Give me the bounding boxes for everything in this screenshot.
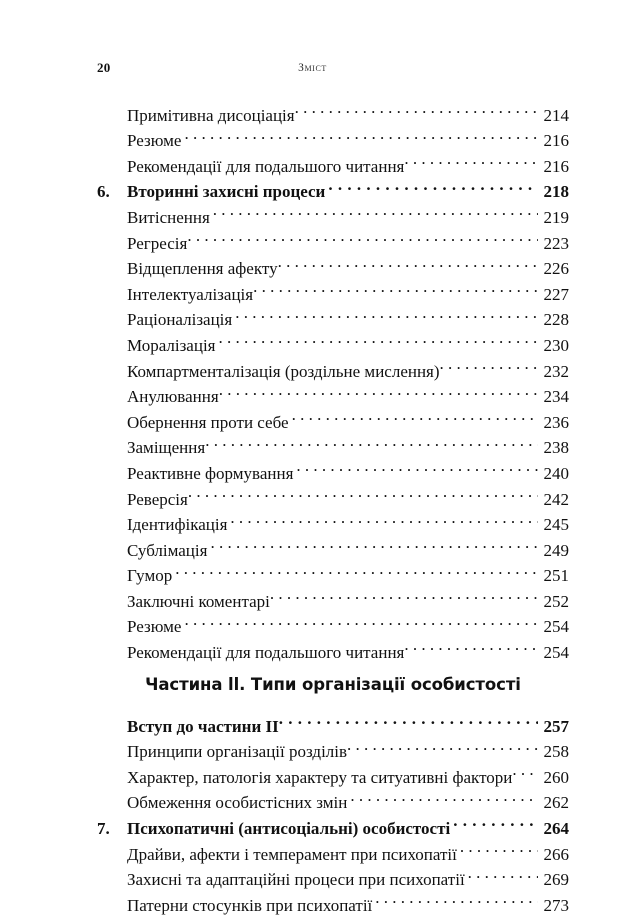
table-of-contents: [97, 95, 569, 915]
toc-entry-page-number: 254: [543, 617, 569, 637]
toc-entry-page-number: 228: [543, 310, 569, 330]
dot-leader: [175, 556, 538, 582]
dot-leader: [210, 530, 538, 556]
toc-entry-title: Моралізація: [127, 335, 216, 355]
toc-entry-page-number: 234: [543, 387, 569, 407]
toc-entry-title: Анулювання: [127, 387, 219, 407]
running-head: [0, 60, 625, 80]
toc-entry-page-number: 236: [543, 412, 569, 432]
toc-entry-page-number: 230: [543, 335, 569, 355]
dot-leader: [460, 834, 538, 860]
toc-chapter-number: 6.: [97, 182, 110, 202]
toc-entry-title: Компартменталізація (роздільне мислення): [127, 361, 440, 381]
toc-entry-title: Інтелектуалізація: [127, 284, 254, 304]
toc-entry-title: Патерни стосунків при психопатії: [127, 895, 373, 915]
dot-leader: [375, 885, 538, 911]
toc-entry-title: Реверсія: [127, 489, 188, 509]
toc-entry-page-number: 269: [543, 870, 569, 890]
toc-entry-page-number: 238: [543, 438, 569, 458]
dot-leader: [205, 428, 538, 454]
toc-entry-page-number: 219: [543, 207, 569, 227]
toc-entry-page-number: 218: [543, 182, 569, 202]
toc-entry-title: Рекомендації для подальшого читання: [127, 156, 405, 176]
toc-entry-page-number: 245: [543, 515, 569, 535]
dot-leader: [295, 95, 538, 121]
toc-entry-page-number: 226: [543, 259, 569, 279]
toc-entry-title: Вступ до частини II: [127, 716, 279, 736]
toc-entry-page-number: 242: [543, 489, 569, 509]
toc-entry-page-number: 252: [543, 591, 569, 611]
dot-leader: [440, 351, 538, 377]
toc-entry-title: Драйви, афекти і темперамент при психопатії: [127, 844, 457, 864]
dot-leader: [184, 607, 538, 633]
toc-entry-title: Захисні та адаптаційні процеси при психопатії: [127, 870, 465, 890]
toc-entry-title: Обернення проти себе: [127, 412, 289, 432]
dot-leader: [350, 783, 538, 809]
toc-entry-title: Характер, патологія характеру та ситуативні фактори: [127, 767, 513, 787]
toc-entry-title: Примітивна дисоціація: [127, 105, 295, 125]
toc-entry-title: Резюме: [127, 617, 182, 637]
toc-entry-title: Регресія: [127, 233, 188, 253]
dot-leader: [184, 121, 538, 147]
toc-entry-title: Заключні коментарі: [127, 591, 270, 611]
dot-leader: [404, 632, 538, 658]
page-number: 20: [97, 60, 111, 75]
toc-entry-page-number: 223: [543, 233, 569, 253]
part-heading: Частина ll. Типи організації особистості: [145, 675, 521, 695]
toc-entry-title: Раціоналізація: [127, 310, 233, 330]
dot-leader: [270, 581, 538, 607]
dot-leader: [296, 453, 538, 479]
toc-entry-page-number: 273: [543, 895, 569, 915]
toc-entry-page-number: 262: [543, 793, 569, 813]
toc-entry-title: Реактивне формування: [127, 463, 294, 483]
dot-leader: [253, 274, 538, 300]
toc-entry-title: Резюме: [127, 131, 182, 151]
dot-leader: [230, 505, 538, 531]
toc-entry-title: Витіснення: [127, 207, 210, 227]
toc-entry-page-number: 214: [543, 105, 569, 125]
toc-chapter-number: 7.: [97, 819, 110, 839]
toc-entry-page-number: 260: [543, 767, 569, 787]
dot-leader: [404, 146, 538, 172]
toc-entry-page-number: 266: [543, 844, 569, 864]
dot-leader: [347, 732, 538, 758]
dot-leader: [512, 757, 538, 783]
dot-leader: [219, 325, 539, 351]
toc-entry-title: Сублімація: [127, 540, 208, 560]
toc-entry-title: Ідентифікація: [127, 515, 228, 535]
dot-leader: [187, 223, 538, 249]
toc-row[interactable]: [97, 95, 569, 125]
toc-entry-title: Психопатичні (антисоціальні) особистості: [127, 819, 451, 839]
toc-entry-title: Вторинні захисні процеси: [127, 182, 326, 202]
dot-leader: [328, 172, 538, 198]
toc-entry-page-number: 257: [543, 716, 569, 736]
dot-leader: [468, 860, 538, 886]
toc-entry-title: Принципи організації розділів: [127, 742, 348, 762]
toc-entry-page-number: 216: [543, 131, 569, 151]
dot-leader: [235, 300, 538, 326]
dot-leader: [219, 377, 538, 403]
toc-entry-page-number: 251: [543, 566, 569, 586]
dot-leader: [278, 249, 538, 275]
toc-entry-page-number: 258: [543, 742, 569, 762]
toc-entry-title: Гумор: [127, 566, 173, 586]
toc-entry-page-number: 254: [543, 643, 569, 663]
toc-entry-page-number: 264: [543, 819, 569, 839]
toc-entry-page-number: 216: [543, 156, 569, 176]
toc-entry-title: Заміщення: [127, 438, 206, 458]
running-head-title: Зміст: [298, 62, 327, 74]
toc-row[interactable]: [97, 706, 569, 736]
dot-leader: [213, 197, 538, 223]
toc-entry-title: Обмеження особистісних змін: [127, 793, 348, 813]
toc-entry-page-number: 232: [543, 361, 569, 381]
toc-entry-page-number: 227: [543, 284, 569, 304]
dot-leader: [292, 402, 538, 428]
toc-entry-title: Відщеплення афекту: [127, 259, 278, 279]
toc-entry-title: Рекомендації для подальшого читання: [127, 643, 405, 663]
dot-leader: [453, 808, 538, 834]
toc-entry-page-number: 240: [543, 463, 569, 483]
dot-leader: [188, 479, 538, 505]
toc-entry-page-number: 249: [543, 540, 569, 560]
dot-leader: [279, 706, 538, 732]
